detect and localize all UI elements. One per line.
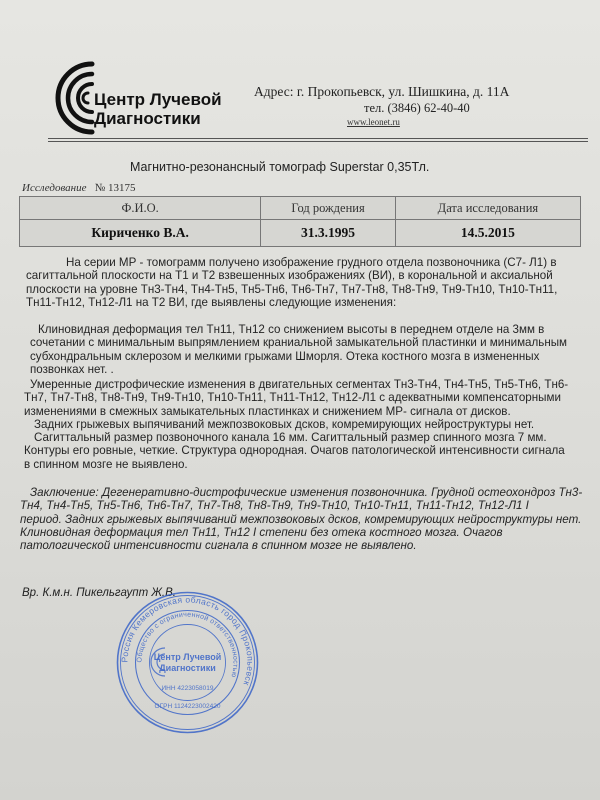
patient-name: Кириченко В.А. — [20, 220, 261, 247]
text-line: Заключение: Дегенеративно-дистрофические изменения позвоночника. Грудной остеохондроз Тн3- — [30, 486, 583, 499]
header-fio: Ф.И.О. — [20, 197, 261, 220]
tomograph-title: Магнитно-резонансный томограф Superstar 0,35Тл. — [130, 160, 430, 174]
birth-date: 31.3.1995 — [261, 220, 396, 247]
text-line: Клиновидная деформация тел Тн11, Тн12 со снижением высоты в переднем отделе на 3мм в — [38, 323, 545, 336]
stamp-inn: ИНН 4223058019 — [161, 685, 214, 692]
deformation-paragraph — [30, 323, 598, 376]
text-line: патологической интенсивности сигнала в спинном мозге не выявлено. — [20, 539, 417, 553]
header-birth-year: Год рождения — [261, 197, 396, 220]
phone-number: тел. (3846) 62-40-40 — [364, 101, 470, 115]
text-line: На серии МР - томограмм получено изображение грудного отдела позвоночника (С7- Л1) в — [66, 256, 557, 269]
text-line: в спинном мозге не выявлено. — [24, 457, 188, 471]
conclusion-paragraph — [20, 486, 588, 552]
stamp-ogrn: ОГРН 1124223002420 — [154, 703, 221, 710]
text-line: сочетании с минимальным выпрямлением краниальной замыкательной пластинки и минимальным — [30, 336, 568, 350]
stamp-center-line-2: Диагностики — [159, 663, 216, 673]
stamp-middle-text: Общество с ограниченной ответственностью — [136, 611, 239, 679]
address: Адрес: г. Прокопьевск, ул. Шишкина, д. 11А — [254, 84, 510, 99]
website-link: www.leonet.ru — [347, 117, 400, 127]
header-divider — [48, 138, 588, 139]
text-line: период. Задних грыжевых выпячиваний межпозвоковых дсков, комремирующих нейроструктуры нет. — [20, 512, 582, 526]
study-label: Исследование — [22, 182, 87, 194]
text-line: Сагиттальный размер позвоночного канала 16 мм. Сагиттальный размер спинного мозга 7 мм. — [34, 431, 547, 445]
header-study-date: Дата исследования — [395, 197, 580, 220]
dystrophy-paragraph — [24, 378, 592, 471]
text-line: Тн7, Тн7-Тн8, Тн8-Тн9, Тн9-Тн10, Тн10-Тн11, Тн11-Тн12, Тн12-Л1 с адекватными компенсаторными — [24, 391, 561, 405]
text-line: сагиттальной плоскости на Т1 и Т2 взвешенных изображениях (ВИ), в корональной и аксиальной — [26, 269, 553, 283]
header-divider-second — [48, 141, 588, 142]
logo-wordmark — [94, 90, 222, 128]
text-line: Задних грыжевых выпячиваний межпозвоковых дсков, комремирующих нейроструктуры нет. — [34, 417, 535, 431]
text-line: субхондральным склерозом и мелкими грыжами Шморля. Отека костного мозга в измененных — [30, 349, 540, 363]
doctor-signature: Вр. К.м.н. Пикельгаупт Ж.В. — [22, 587, 176, 599]
study-id: № 13175 — [94, 182, 136, 194]
text-line: изменениями в смежных замыкательных пластинках и снижением МР- сигнала от дисков. — [24, 404, 511, 418]
text-line: позвонках нет. . — [30, 362, 114, 376]
text-line: Тн11-Тн12, Тн12-Л1 на Т2 ВИ, где выявлены следующие изменения: — [26, 295, 397, 309]
intro-paragraph — [26, 256, 594, 309]
round-seal-stamp — [115, 590, 260, 735]
stamp-outer-text: Россия Кемеровская область город Прокопьевск — [119, 594, 256, 688]
study-date: 14.5.2015 — [395, 220, 580, 247]
patient-info-table — [19, 196, 581, 247]
text-line: плоскости на уровне Тн3-Тн4, Тн4-Тн5, Тн5-Тн6, Тн6-Тн7, Тн7-Тн8, Тн8-Тн9, Тн9-Тн10, Тн10-Тн11, — [26, 282, 558, 296]
logo-line-1: Центр Лучевой — [94, 90, 222, 109]
stamp-center-line-1: Центр Лучевой — [153, 652, 222, 662]
text-line: Контуры его ровные, четкие. Структура однородная. Очагов патологической интенсивности сигнала — [24, 444, 565, 458]
table-value-row — [20, 220, 581, 247]
text-line: Тн4, Тн4-Тн5, Тн5-Тн6, Тн6-Тн7, Тн7-Тн8, Тн8-Тн9, Тн9-Тн10, Тн10-Тн11, Тн11-Тн12, Тн12-Л1 I — [20, 499, 529, 513]
study-number — [22, 182, 136, 194]
text-line: Умеренные дистрофические изменения в двигательных сегментах Тн3-Тн4, Тн4-Тн5, Тн5-Тн6, Тн6- — [30, 378, 569, 391]
text-line: Клиновидная деформация тел Тн11, Тн12 I степени без отека костного мозга. Очагов — [20, 525, 503, 539]
logo-line-2: Диагностики — [94, 109, 201, 128]
table-header-row — [20, 197, 581, 220]
